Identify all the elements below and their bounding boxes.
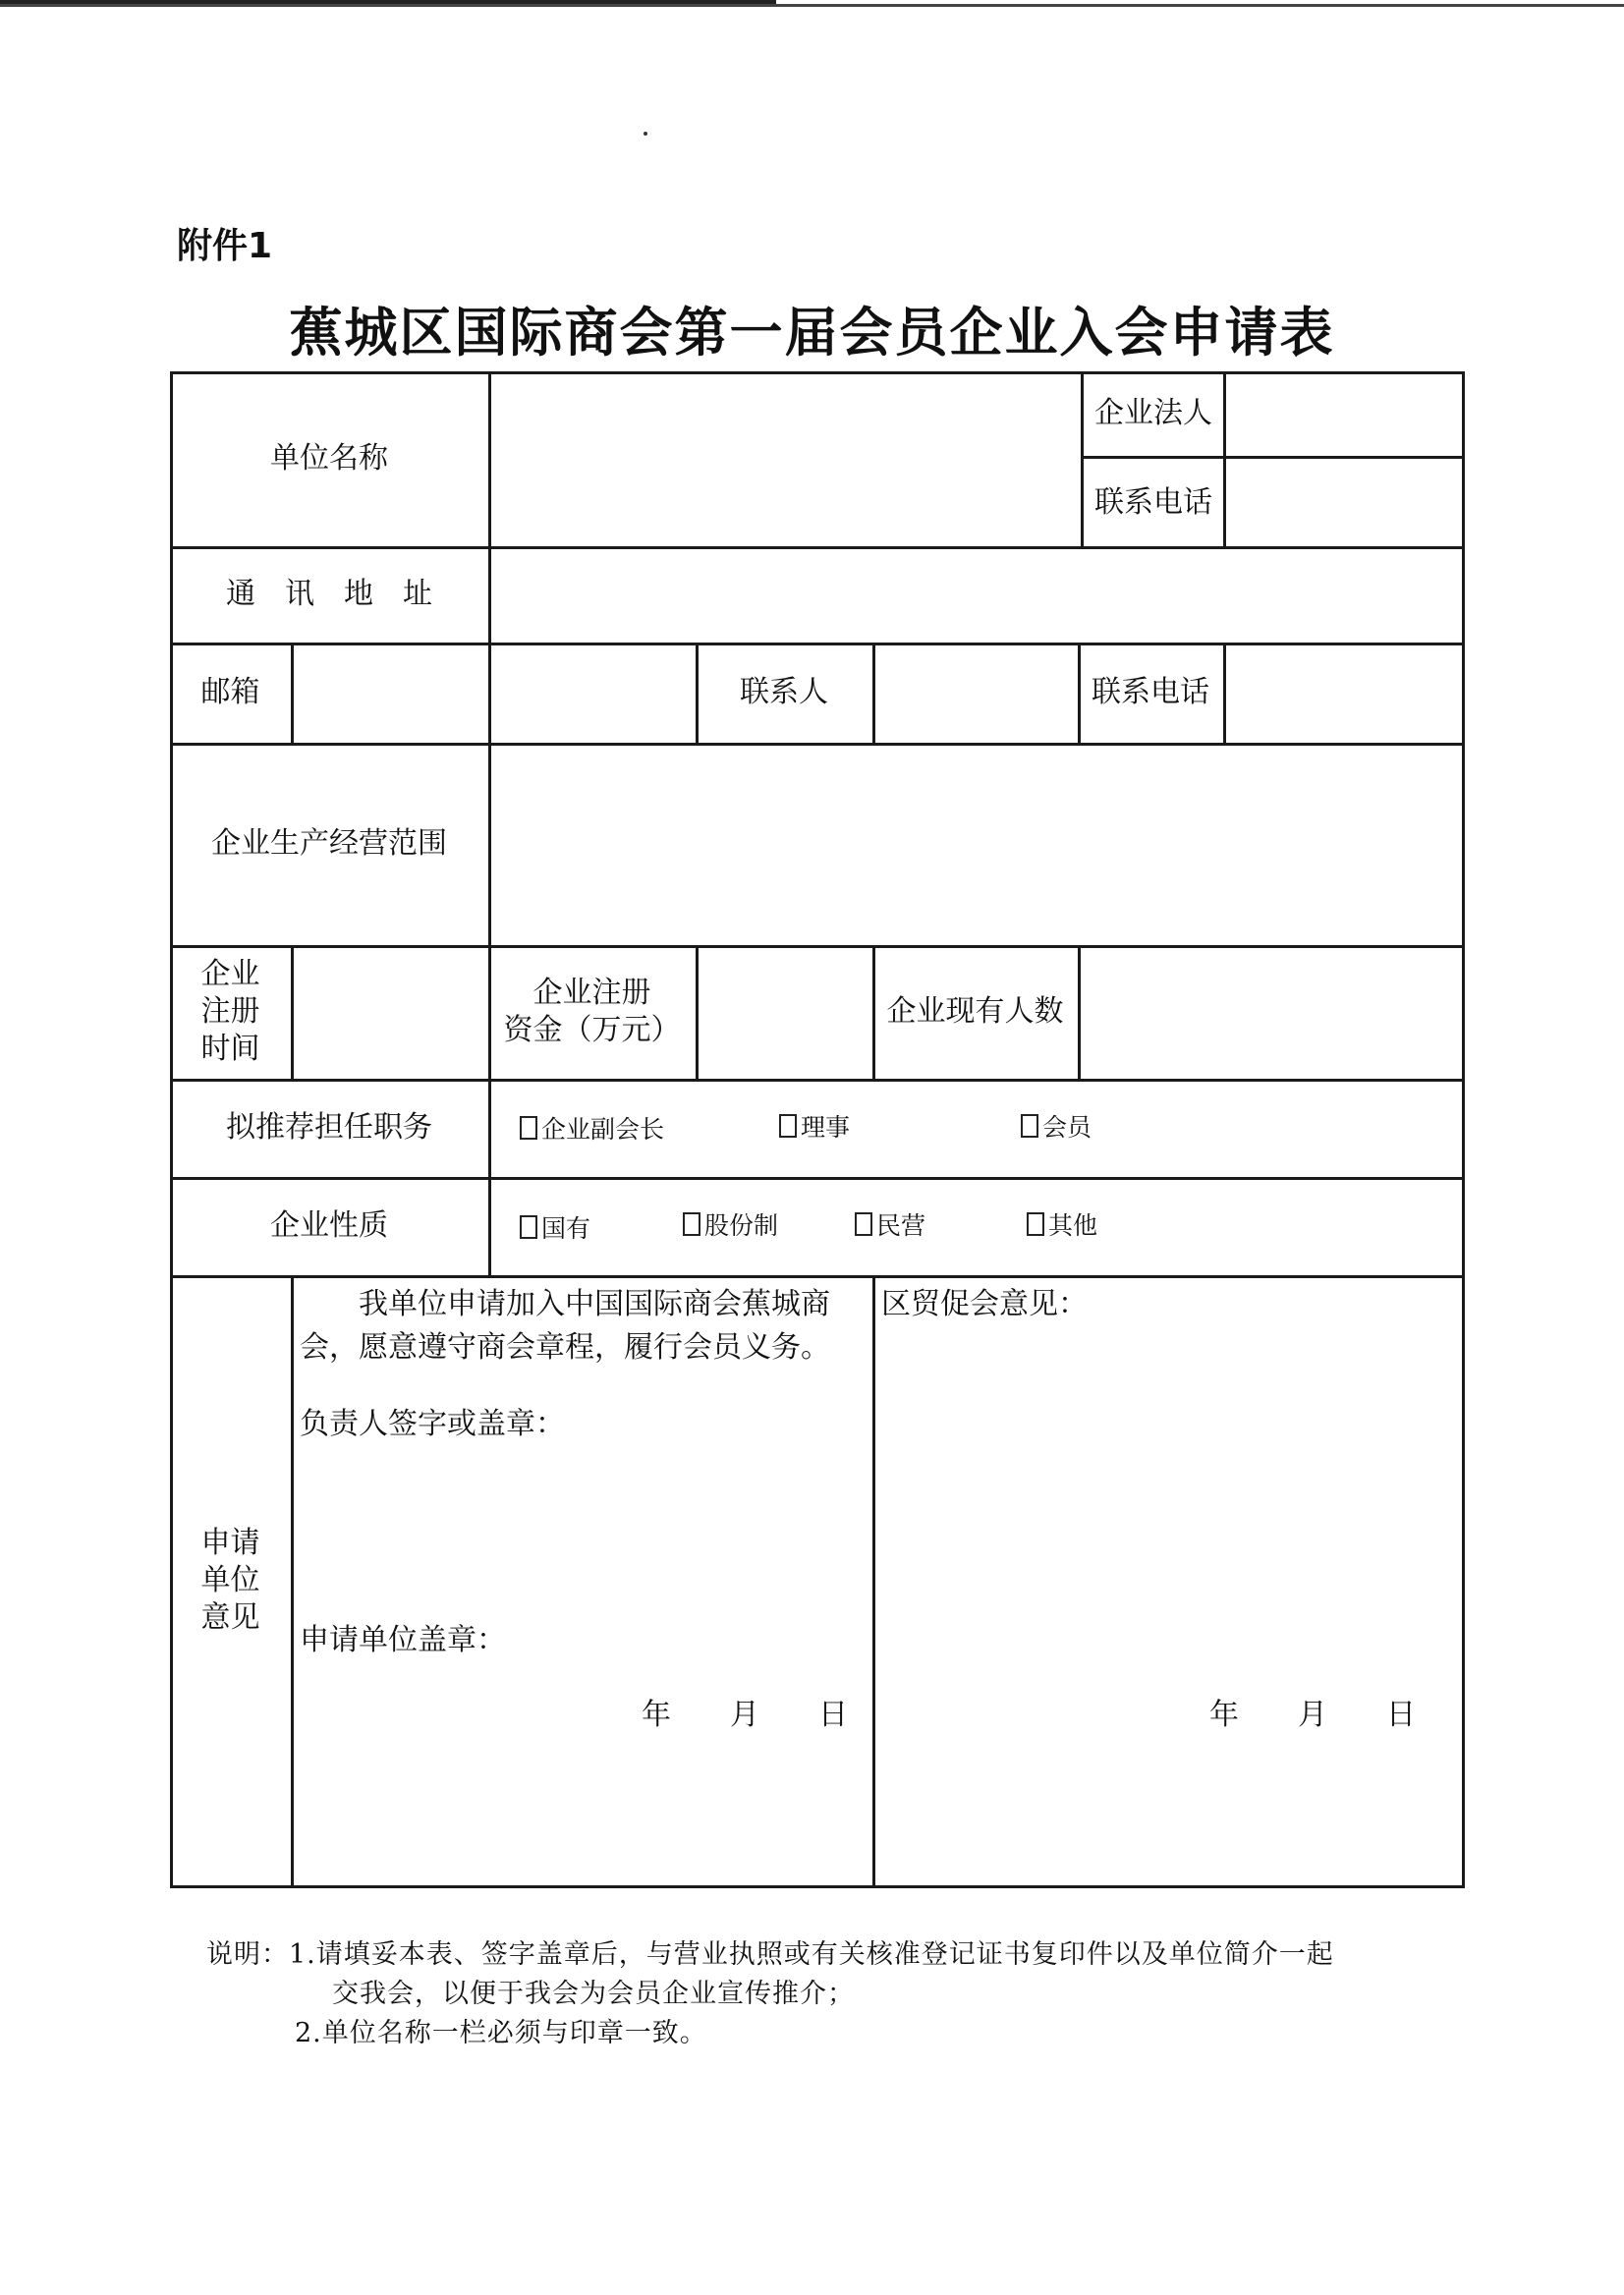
note-line-3: 2.单位名称一栏必须与印章一致。	[295, 2018, 707, 2048]
position-option-vice-president[interactable]: 企业副会长	[520, 1110, 664, 1146]
date-left: 年 月 日	[642, 1698, 848, 1732]
nature-option-joint-stock[interactable]: 股份制	[683, 1206, 778, 1242]
table-border-bottom	[170, 1885, 1465, 1888]
applicant-opinion-area[interactable]	[294, 1452, 872, 1599]
contact-person-label: 联系人	[740, 675, 828, 710]
checkbox-icon[interactable]	[779, 1114, 797, 1138]
attachment-label: 附件1	[177, 226, 273, 266]
nature-option-other[interactable]: 其他	[1027, 1206, 1097, 1242]
phone-label-2: 联系电话	[1092, 675, 1209, 710]
trade-council-opinion-label: 区贸促会意见：	[881, 1287, 1088, 1321]
staff-count-field[interactable]	[1081, 948, 1462, 1079]
form-title: 蕉城区国际商会第一届会员企业入会申请表	[289, 302, 1335, 364]
phone-field-1[interactable]	[1226, 459, 1462, 546]
position-option-director[interactable]: 理事	[779, 1108, 850, 1144]
address-label: 通 讯 地 址	[226, 577, 432, 612]
unit-name-field[interactable]	[491, 374, 1081, 546]
trade-council-opinion-area[interactable]	[875, 1344, 1462, 1678]
phone-field-2[interactable]	[1226, 645, 1462, 743]
contact-person-field[interactable]	[875, 645, 1078, 743]
checkbox-icon[interactable]	[683, 1212, 700, 1236]
position-option-member[interactable]: 会员	[1021, 1108, 1092, 1144]
business-scope-label: 企业生产经营范围	[211, 826, 447, 862]
checkbox-icon[interactable]	[1021, 1114, 1038, 1138]
applicant-opinion-label: 申请 单位 意见	[200, 1525, 260, 1635]
signature-label: 负责人签字或盖章：	[300, 1407, 565, 1441]
reg-time-label: 企业 注册 时间	[200, 957, 260, 1066]
application-form-table	[170, 371, 1465, 1888]
email-label: 邮箱	[200, 675, 260, 710]
checkbox-icon[interactable]	[520, 1215, 537, 1239]
address-field[interactable]	[491, 549, 1462, 643]
col-line-position	[488, 1079, 491, 1275]
nature-option-private[interactable]: 民营	[855, 1206, 925, 1242]
checkbox-icon[interactable]	[1027, 1212, 1044, 1236]
legal-person-field[interactable]	[1226, 374, 1462, 456]
row-line-7	[170, 1275, 1465, 1278]
business-scope-field[interactable]	[491, 746, 1462, 945]
email-field[interactable]	[294, 645, 696, 743]
staff-count-label: 企业现有人数	[886, 994, 1064, 1030]
date-right: 年 月 日	[1209, 1698, 1416, 1732]
reg-capital-field[interactable]	[699, 948, 872, 1079]
phone-label-1: 联系电话	[1094, 484, 1212, 520]
reg-capital-label: 企业注册 资金（万元）	[503, 976, 681, 1047]
position-label: 拟推荐担任职务	[226, 1110, 432, 1146]
nature-label: 企业性质	[270, 1208, 388, 1244]
table-border-right	[1462, 371, 1465, 1888]
reg-time-field[interactable]	[294, 948, 488, 1079]
applicant-statement: 我单位申请加入中国国际商会蕉城商会，愿意遵守商会章程，履行会员义务。	[300, 1287, 830, 1365]
legal-person-label: 企业法人	[1094, 396, 1212, 431]
unit-name-label: 单位名称	[270, 441, 388, 476]
scan-speck	[644, 132, 647, 136]
note-line-2: 交我会，以便于我会为会员企业宣传推介；	[332, 1979, 855, 2009]
seal-label: 申请单位盖章：	[300, 1623, 506, 1657]
scan-edge-line	[0, 4, 1624, 7]
checkbox-icon[interactable]	[520, 1116, 537, 1140]
nature-option-state-owned[interactable]: 国有	[520, 1209, 590, 1245]
note-line-1: 说明：1.请填妥本表、签字盖章后，与营业执照或有关核准登记证书复印件以及单位简介一起	[206, 1939, 1334, 1970]
checkbox-icon[interactable]	[855, 1212, 872, 1236]
